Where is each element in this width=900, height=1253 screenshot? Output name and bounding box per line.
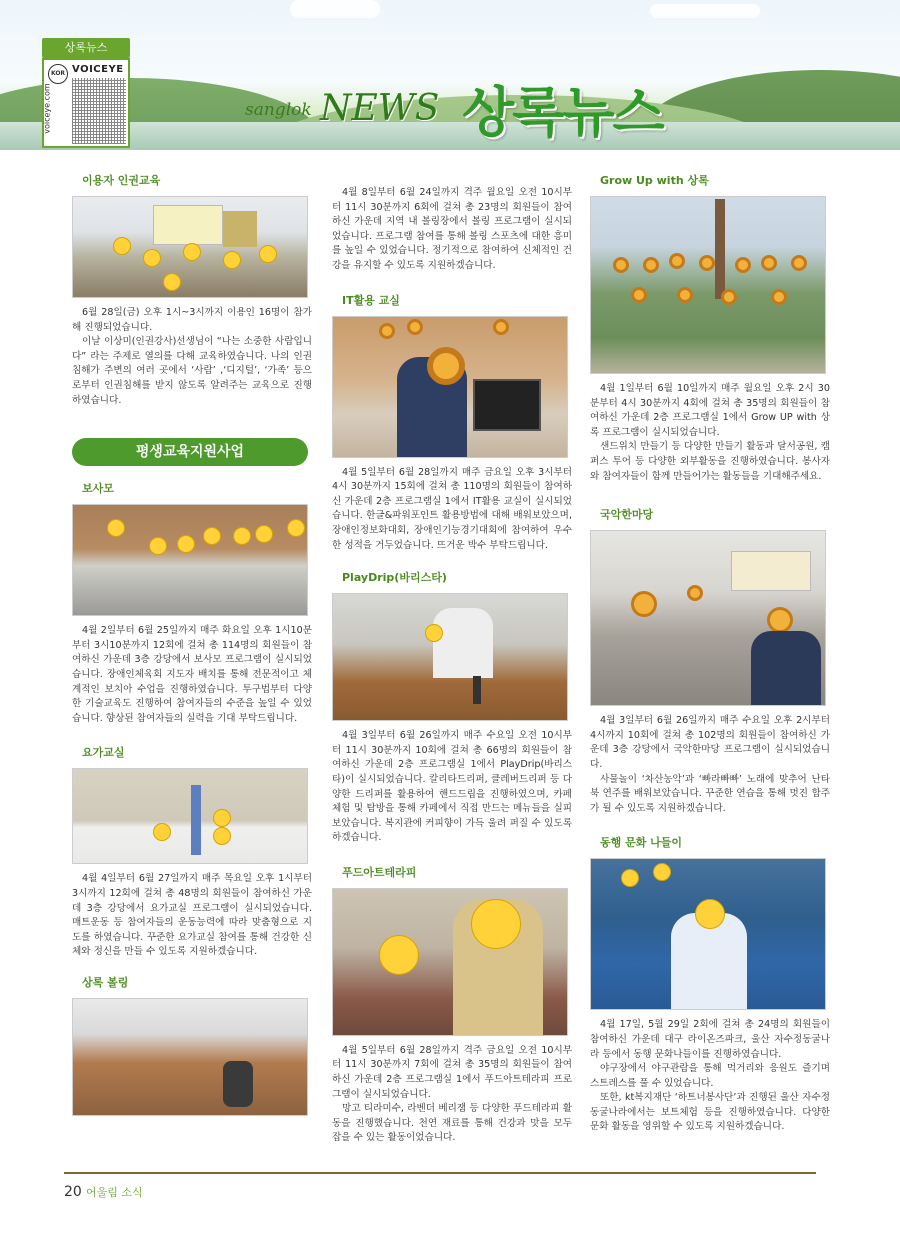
lion-sticker-icon bbox=[761, 255, 777, 271]
page-number: 20 bbox=[64, 1184, 82, 1200]
face-sticker-icon bbox=[153, 823, 171, 841]
voiceye-site: voiceye.com bbox=[42, 83, 52, 134]
paragraph: 사물놀이 ‘차산농악’과 ‘빠라빠빠’ 노래에 맞추어 난타북 연주를 배워보았습니다. 꾸준한 연습을 통해 멋진 합주가 될 수 있도록 지원하겠습니다. bbox=[590, 773, 830, 814]
face-sticker-icon bbox=[471, 899, 521, 949]
face-sticker-icon bbox=[213, 827, 231, 845]
lion-sticker-icon bbox=[721, 289, 737, 305]
page-header bbox=[0, 0, 900, 150]
photo-bowling bbox=[72, 998, 308, 1116]
section-title: 국악한마당 bbox=[600, 508, 654, 522]
paragraph: 4월 3일부터 6월 26일까지 매주 수요일 오전 10시부터 11시 30분까지 10회에 걸쳐 총 66명의 회원들이 참여하신 가운데 2층 프로그램실 1에서 PlayDrip(바리스타)이 실시되었습니다. 칼리타드리퍼, 클레버드리퍼 등 다양한 드리퍼를 활용하여 핸드드립을 진행하였으며, 카페 체험 및 탐방을 통해 카페에서 직접 만드는 메뉴들을 실피보았습니다. 복지관에 커피향이 가득 울려 퍼질 수 있도록 하겠습니다. bbox=[332, 730, 572, 844]
tower bbox=[715, 199, 725, 299]
lion-sticker-icon bbox=[771, 289, 787, 305]
photo-food-art bbox=[332, 888, 568, 1036]
photo-boccia bbox=[72, 504, 308, 616]
cloud-decoration bbox=[290, 0, 380, 18]
lion-sticker-icon bbox=[427, 347, 465, 385]
paragraph: 4월 3일부터 6월 26일까지 매주 수요일 오후 2시부터 4시까지 10회에 걸쳐 총 102명의 회원들이 참여하신 가운데 3층 강당에서 국악한마당 프로그램이 실시되었습니다. bbox=[590, 715, 830, 770]
lion-sticker-icon bbox=[407, 319, 423, 335]
person-silhouette bbox=[433, 608, 493, 678]
coffee-bottle bbox=[473, 676, 481, 704]
photo-it-class bbox=[332, 316, 568, 458]
lion-sticker-icon bbox=[677, 287, 693, 303]
person-silhouette bbox=[751, 631, 821, 706]
lion-sticker-icon bbox=[631, 591, 657, 617]
photo-gugak bbox=[590, 530, 826, 706]
paragraph: 4월 5일부터 6월 28일까지 매주 금요일 오후 3시부터 4시 30분까지 15회에 걸쳐 총 110명의 회원들이 참여하신 가운데 2층 프로그램실 1에서 IT활용 교실이 실시되었습니다. 한글&파워포인트 활용방법에 대해 배워보았으며, 장애인정보화대회, 장애인기능경기대회에 참여하여 우수한 성적을 거두었습니다. 뜨거운 박수 부탁드립니다. bbox=[332, 466, 572, 551]
paragraph: 4월 4일부터 6월 27일까지 매주 목요일 오후 1시부터 3시까지 12회에 걸쳐 총 48명의 회원들이 참여하신 가운데 3층 강당에서 요가교실 프로그램이 실시되었습니다. 매트운동 등 참여자들의 운동능력에 따라 맞춤형으로 지도를 하였습니다. 꾸준한 요가교실 참여를 통해 건강한 신체와 정신을 만들 수 있도록 지원하겠습니다. bbox=[72, 873, 312, 958]
lion-sticker-icon bbox=[613, 257, 629, 273]
section-title: 이용자 인권교육 bbox=[82, 174, 161, 187]
lion-sticker-icon bbox=[699, 255, 715, 271]
paragraph: 4월 17일, 5월 29일 2회에 걸쳐 총 24명의 회원들이 참여하신 가운데 대구 라이온즈파크, 울산 자수정동굴나라 등에서 동행 문화나들이를 진행하였습니다. bbox=[590, 1019, 830, 1060]
face-sticker-icon bbox=[163, 273, 181, 291]
photo-human-rights-class bbox=[72, 196, 308, 298]
paragraph: 망고 티라미수, 라벤더 베리잼 등 다양한 푸드테라피 활동을 진행했습니다. 천연 재료를 통해 건강과 맛을 모두 잡을 수 있는 활동이었습니다. bbox=[332, 1103, 572, 1144]
face-sticker-icon bbox=[255, 525, 273, 543]
category-banner: 평생교육지원사업 bbox=[72, 438, 308, 466]
column-left bbox=[72, 172, 312, 1116]
paragraph: 샌드위치 만들기 등 다양한 만들기 활동과 달서공원, 캠퍼스 투어 등 다양한 외부활동을 진행하였습니다. 봉사자와 참여자들이 함께 만들어가는 활동들을 기대해주세요. bbox=[590, 441, 830, 482]
face-sticker-icon bbox=[259, 245, 277, 263]
lion-sticker-icon bbox=[643, 257, 659, 273]
lake-decoration bbox=[0, 122, 900, 150]
face-sticker-icon bbox=[107, 519, 125, 537]
person-silhouette bbox=[223, 1061, 253, 1107]
paragraph: 또한, kt복지재단 ‘하트너봉사단’과 진행된 울산 자수정동굴나라에서는 보트체험 등을 진행하였습니다. 다양한 문화 활동을 영위할 수 있도록 지원하겠습니다. bbox=[590, 1092, 830, 1133]
paragraph: 야구장에서 야구관람을 통해 먹거리와 응원도 즐기며 스트레스를 풀 수 있었습니다. bbox=[590, 1063, 830, 1089]
footer-divider bbox=[64, 1172, 816, 1174]
section-title: 동행 문화 나들이 bbox=[600, 836, 683, 850]
section-title: Grow Up with 상록 bbox=[600, 174, 709, 187]
projector-screen bbox=[153, 205, 223, 245]
title-sanglok: sanglok bbox=[245, 100, 312, 120]
face-sticker-icon bbox=[425, 624, 443, 642]
title-news: NEWS bbox=[320, 88, 440, 129]
face-sticker-icon bbox=[287, 519, 305, 537]
column-middle bbox=[332, 186, 572, 1146]
section-title: 푸드아트테라피 bbox=[342, 865, 417, 879]
lion-sticker-icon bbox=[735, 257, 751, 273]
paragraph: 이날 이상미(인권강사)선생님이 “나는 소중한 사람입니다” 라는 주제로 열의를 다해 교육하였습니다. 나의 인권 침해가 주변의 여러 곳에서 ‘사람’ ,‘디지털’, ‘가족’ 등으로부터 인권침해를 받지 않도록 알려주는 교육으로 진행하였습니다. bbox=[72, 336, 312, 406]
section-title: PlayDrip(바리스타) bbox=[342, 571, 447, 585]
face-sticker-icon bbox=[149, 537, 167, 555]
face-sticker-icon bbox=[203, 527, 221, 545]
voiceye-code bbox=[42, 58, 130, 148]
lion-sticker-icon bbox=[493, 319, 509, 335]
page-title: 상록뉴스 bbox=[462, 81, 663, 144]
lion-sticker-icon bbox=[791, 255, 807, 271]
photo-playdrip bbox=[332, 593, 568, 721]
paragraph: 4월 5일부터 6월 28일까지 격주 금요일 오전 10시부터 11시 30분까지 7회에 걸쳐 총 35명의 회원들이 참여하신 가운데 2층 프로그램실 1에서 푸드아트테라피 프로그램이 실시되었습니다. bbox=[332, 1044, 572, 1100]
lion-sticker-icon bbox=[767, 607, 793, 633]
face-sticker-icon bbox=[143, 249, 161, 267]
paragraph: 6월 28일(금) 오후 1시~3시까지 이용인 16명이 참가해 진행되었습니다. bbox=[72, 307, 312, 333]
whiteboard bbox=[223, 211, 257, 247]
lion-sticker-icon bbox=[669, 253, 685, 269]
newsletter-logo: 어울림 소식 bbox=[86, 1186, 143, 1199]
column-right bbox=[590, 172, 830, 1135]
yoga-pole bbox=[191, 785, 201, 855]
photo-grow-up bbox=[590, 196, 826, 374]
section-title: IT활용 교실 bbox=[342, 293, 400, 307]
section-title: 보사모 bbox=[82, 482, 114, 496]
laptop bbox=[473, 379, 541, 431]
face-sticker-icon bbox=[621, 869, 639, 887]
kor-badge: KOR bbox=[48, 64, 68, 84]
lion-sticker-icon bbox=[631, 287, 647, 303]
paragraph: 4월 1일부터 6월 10일까지 매주 월요일 오후 2시 30분부터 4시 30분까지 4회에 걸쳐 총 35명의 회원들이 참여하신 가운데 2층 프로그램실 1에서 Grow UP with 상록 프로그램이 실시되었습니다. bbox=[590, 383, 830, 438]
face-sticker-icon bbox=[177, 535, 195, 553]
photo-yoga bbox=[72, 768, 308, 864]
face-sticker-icon bbox=[113, 237, 131, 255]
face-sticker-icon bbox=[213, 809, 231, 827]
face-sticker-icon bbox=[183, 243, 201, 261]
face-sticker-icon bbox=[233, 527, 251, 545]
paragraph: 4월 8일부터 6월 24일까지 격주 월요일 오전 10시부터 11시 30분까지 6회에 걸쳐 총 23명의 회원들이 참여하신 가운데 지역 내 볼링장에서 볼링 프로그램이 실시되었습니다. 프로그램 참여를 통해 볼링 스포츠에 대한 흥미를 높일 수 있었습니다. 정기적으로 참여하여 신체적인 건강을 유지할 수 있도록 지원하겠습니다. bbox=[332, 187, 572, 271]
photo-culture-outing bbox=[590, 858, 826, 1010]
section-tag: 상록뉴스 bbox=[42, 38, 130, 58]
cloud-decoration bbox=[650, 4, 760, 18]
face-sticker-icon bbox=[379, 935, 419, 975]
lion-sticker-icon bbox=[687, 585, 703, 601]
voiceye-brand: VOICEYE bbox=[72, 64, 124, 75]
lion-sticker-icon bbox=[379, 323, 395, 339]
banner bbox=[731, 551, 811, 591]
section-title: 상록 볼링 bbox=[82, 975, 129, 989]
face-sticker-icon bbox=[653, 863, 671, 881]
paragraph: 4월 2일부터 6월 25일까지 매주 화요일 오후 1시10분부터 3시10분까지 12회에 걸쳐 총 114명의 회원들이 참여하신 가운데 3층 강당에서 보사모 프로그램이 실시되었습니다. 장애인체육회 지도자 배치를 통해 전문적이고 체계적인 보치아 수업을 진행하였습니다. 투구법부터 다양한 기술교육도 진행하여 참여자들의 수준을 높일 수 있었습니다. 향상된 참여자들의 실력을 기대 부탁드립니다. bbox=[72, 625, 312, 724]
voiceye-pattern bbox=[72, 78, 126, 144]
section-title: 요가교실 bbox=[82, 746, 125, 760]
face-sticker-icon bbox=[223, 251, 241, 269]
